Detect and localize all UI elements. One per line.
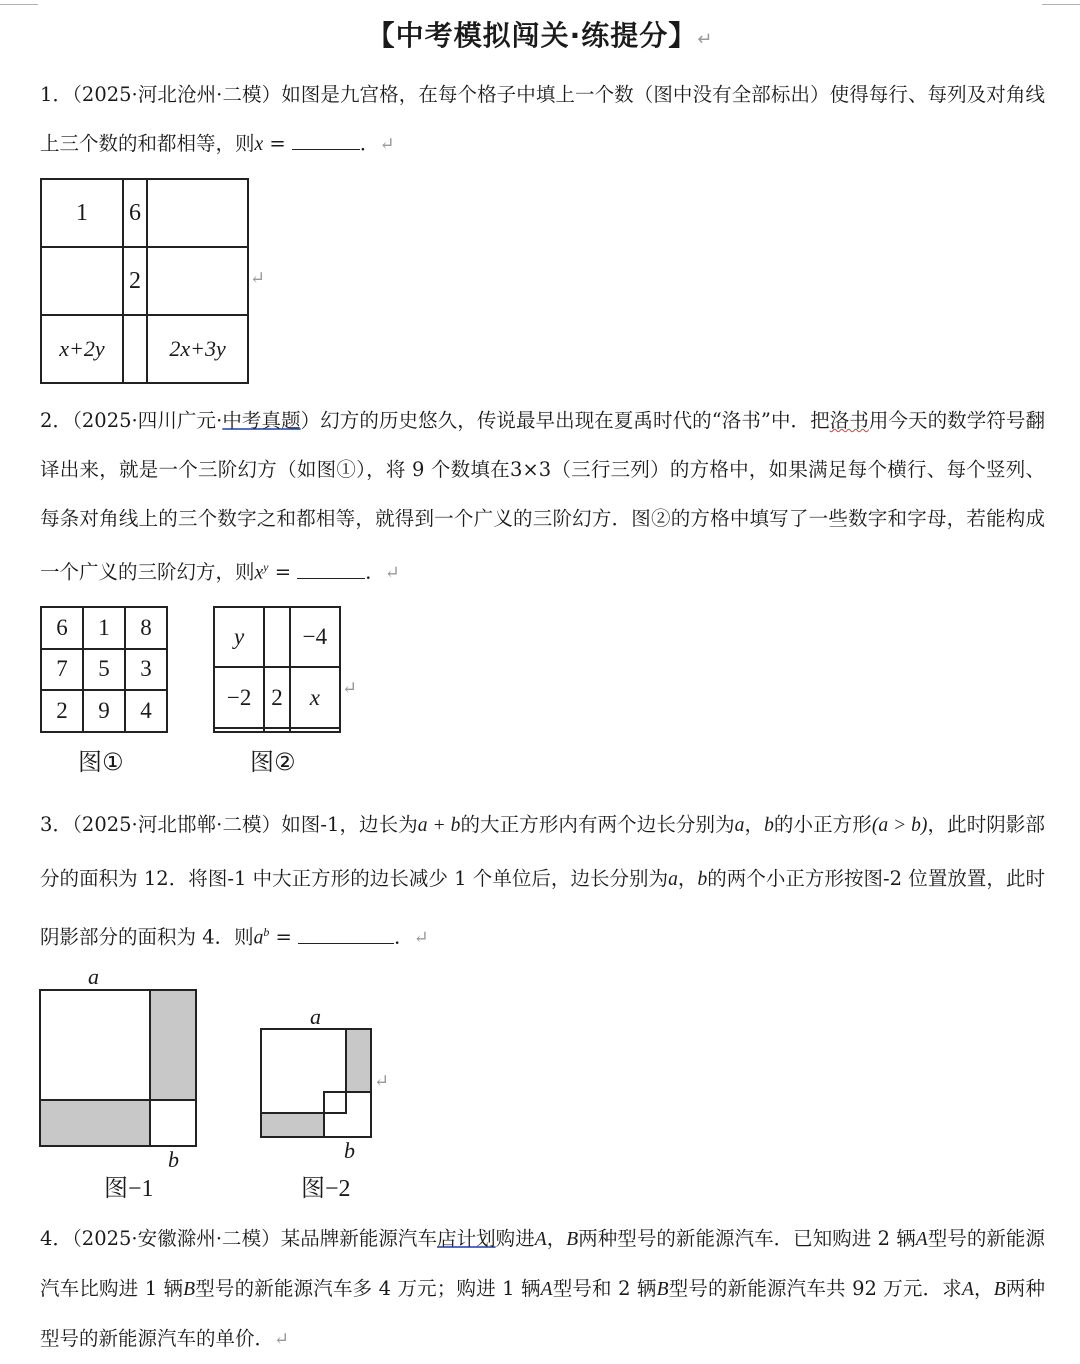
q4-text-e: 型号的新能源汽车多 4 万元；购进 1 辆 [195,1277,541,1300]
q1-cell [147,179,248,247]
q2-grid2-cell [264,607,290,667]
return-mark: ↵ [379,134,395,155]
page-corner-mark-right [1042,0,1080,5]
fig2-shade-bottom [261,1113,324,1137]
q3-fig1-label-a: a [88,964,99,989]
q2-grid2-cell [264,728,290,732]
q2-source-a: （2025·四川广元· [72,409,223,432]
q2-grid2-cell: −2 [214,667,264,727]
q2-grid2-cell: y [214,607,264,667]
q3-b: b [697,869,708,890]
q3-fig1-label-b: b [168,1147,179,1172]
q4-text-g: 型号的新能源汽车共 92 万元．求 [668,1277,962,1300]
q1-cell: 1 [41,179,123,247]
q1-var: x [254,134,264,155]
q4-underline: 店计划 [437,1227,496,1250]
q3-text-a: 如图-1，边长为 [281,813,418,836]
q3-fig2-label-a: a [310,1004,321,1029]
q3-caption-1: 图−1 [104,1176,154,1202]
q4-number: 4． [40,1227,72,1250]
q2-magic-grid-2 [213,606,341,733]
q2-grid2-cell: −4 [290,607,340,667]
q4-B: B [656,1279,669,1300]
q4-A: A [915,1229,928,1250]
question-2 [40,396,1045,598]
q2-number: 2． [40,409,73,432]
q2-source-c: ） [300,409,321,432]
q4-text-c: 两种型号的新能源汽车．已知购进 2 辆 [578,1227,916,1250]
q2-grid1-cell: 1 [83,607,125,649]
q4-B: B [566,1229,579,1250]
q2-grid1-cell: 9 [83,690,125,732]
q3-b: b [764,815,774,836]
q4-text-a: 某品牌新能源汽车 [280,1227,438,1250]
q3-cond: (a > b) [871,815,928,836]
q2-eq: = [268,560,298,584]
q2-text-b: 用今天的数学符号翻译出来，就是一个三阶幻方（如图①），将 9 个数填在3×3（三行三列）的方格中，如果满足每个横行、每个竖列、每条对角线上的三个数字之和都相等，就得到一个广义的三阶幻方．图②的方格中填写了一些数字和字母，若能构成一个广义的三阶幻方，则 [40,409,1045,584]
q3-caption-2: 图−2 [301,1176,351,1202]
q3-expr-exp: b [263,925,270,939]
fig2-small-inner-square [324,1092,371,1137]
return-mark: ↵ [413,927,429,949]
return-mark: ↵ [250,268,266,289]
q1-cell: 2x+3y [147,315,248,383]
q3-expr-base: a [253,927,264,949]
return-mark: ↵ [697,29,714,50]
q3-comma: ， [744,813,765,836]
q2-grid2-cell: 2 [264,667,290,727]
q1-cell: x+2y [41,315,123,383]
question-3 [40,798,1045,965]
q2-grid1-cell: 7 [41,649,83,691]
return-mark: ↵ [342,678,358,699]
return-mark: ↵ [374,1071,390,1092]
return-mark: ↵ [274,1329,290,1350]
q4-B: B [993,1279,1006,1300]
q3-figure-1 [38,988,200,1150]
q2-answer-blank[interactable] [297,558,365,579]
q2-end: ． [365,560,385,584]
q2-magic-grid-1 [40,606,168,733]
q1-magic-grid [40,178,249,384]
q3-fig2-label-b: b [344,1138,355,1163]
q2-source-b: 中考真题 [222,409,301,432]
q4-text-b: 购进 [495,1227,535,1250]
fig1-shade-right [150,990,196,1100]
q4-text-d: 型号的新能源汽车比购进 1 辆 [40,1227,1045,1300]
q2-grid1-cell: 6 [41,607,83,649]
q1-source: （2025·河北沧州·二模） [72,83,282,106]
q4-text-f: 型号和 2 辆 [552,1277,657,1300]
q2-grid2-cell [214,728,264,732]
q1-number: 1． [40,83,73,106]
q4-A: A [540,1279,553,1300]
q1-cell [147,247,248,315]
q3-source: （2025·河北邯郸·二模） [72,813,282,836]
q2-expr-exp: y [263,560,269,574]
q1-cell [123,315,147,383]
q2-caption-2: 图② [250,748,296,776]
q1-text: 如图是九宫格，在每个格子中填上一个数（图中没有全部标出）使得每行、每列及对角线上三个数的和都相等，则 [40,83,1045,155]
q3-figure-2 [259,1027,375,1141]
q3-a: a [734,815,745,836]
q4-A: A [534,1229,547,1250]
q2-wavy: 洛书 [829,409,869,432]
q2-grid1-cell: 3 [125,649,167,691]
q4-B: B [183,1279,196,1300]
q2-text-a: 幻方的历史悠久，传说最早出现在夏禹时代的“洛书”中．把 [320,409,830,432]
page-title [0,14,1080,54]
q2-grid1-cell: 2 [41,690,83,732]
q1-answer-blank[interactable] [292,129,360,150]
q4-text-h: 两种型号的新能源汽车的单价． [40,1277,1045,1350]
q2-caption-1: 图① [78,748,124,776]
q3-expr1: a + b [417,815,461,836]
q3-answer-blank[interactable] [298,923,394,944]
q2-grid2-cell: x [290,667,340,727]
q1-end: ． [359,132,380,155]
q4-source: （2025·安徽滁州·二模） [72,1227,281,1250]
q2-grid1-cell: 8 [125,607,167,649]
q1-cell: 2 [123,247,147,315]
q2-grid1-cell: 5 [83,649,125,691]
q3-text-c: 的小正方形 [773,813,872,836]
question-1 [40,70,1045,169]
q3-text-d: ，此时阴影部分的面积为 12．将图-1 中大正方形的边长减少 1 个单位后，边长分别为 [40,813,1045,890]
q3-end: ． [394,925,414,949]
q3-comma: ， [677,867,698,890]
page-corner-mark-left [0,0,38,5]
q4-A: A [961,1279,974,1300]
q1-cell: 6 [123,179,147,247]
q3-text-e: 的两个小正方形按图-2 位置放置，此时阴影部分的面积为 4．则 [40,867,1045,949]
fig1-shade-bottom [40,1100,150,1146]
q3-text-b: 的大正方形内有两个边长分别为 [460,813,735,836]
q2-grid2-cell [290,728,340,732]
q3-number: 3． [40,813,73,836]
return-mark: ↵ [384,562,400,584]
fig2-shade-right [346,1029,371,1092]
fig2-big-inner-square [261,1029,346,1113]
q1-cell [41,247,123,315]
title-text: 【中考模拟闯关·练提分】 [366,19,698,52]
q3-eq: = [269,925,299,949]
q3-a: a [668,869,678,890]
q2-grid1-cell: 4 [125,690,167,732]
q1-eq: = [263,132,292,155]
q2-expr-base: x [254,562,264,584]
question-4: 4．（2025·安徽滁州·二模）某品牌新能源汽车店计划购进A，B两种型号的新能源汽车．已知购进 2 辆A型号的新能源汽车比购进 1 辆B型号的新能源汽车多 4 万元；购进 1 辆A型号和 2 辆B型号的新能源汽车共 92 万元．求A，B两种型号的新能源汽车的单价．↵ [40,1227,1045,1350]
